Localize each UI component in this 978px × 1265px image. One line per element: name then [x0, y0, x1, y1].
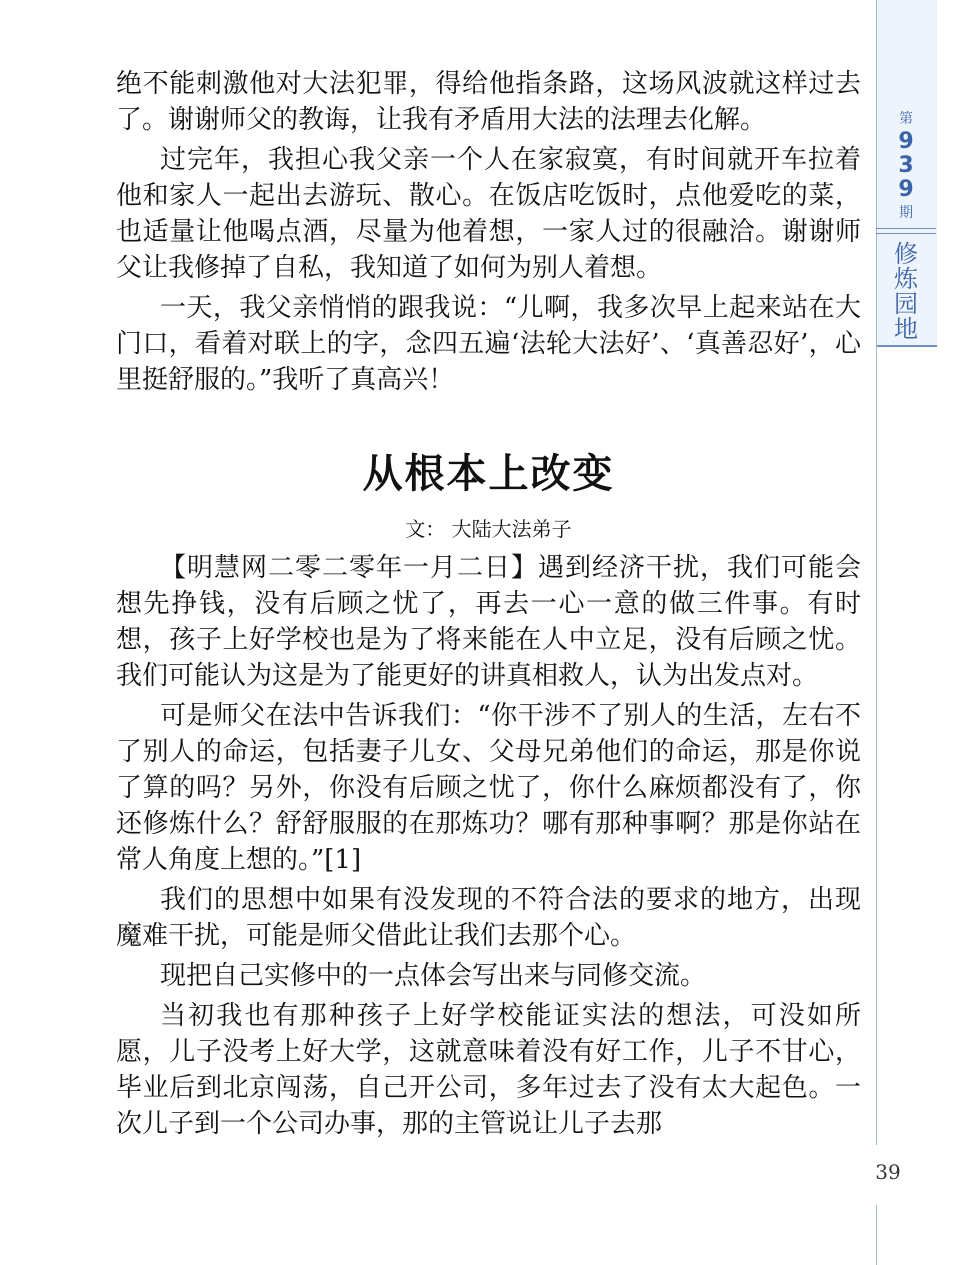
article-header [116, 446, 861, 542]
section-char: 地 [894, 315, 918, 343]
paragraph: 【明慧网二零二零年一月二日】遇到经济干扰，我们可能会想先挣钱，没有后顾之忧了，再去一心一意的做三件事。有时想，孩子上好学校也是为了将来能在人中立足，没有后顾之忧。我们可能认为这是为了能更好的讲真相救人，认为出发点对。 [116, 553, 861, 691]
paragraph: 我们的思想中如果有没发现的不符合法的要求的地方，出现魔难干扰，可能是师父借此让我们去那个心。 [116, 885, 861, 951]
issue-digit: 3 [898, 153, 914, 178]
section-char: 园 [894, 290, 918, 318]
side-divider [876, 228, 936, 234]
paragraph: 可是师父在法中告诉我们：“你干涉不了别人的生活，左右不了别人的命运，包括妻子儿女、父母兄弟他们的命运，那是你说了算的吗？另外，你没有后顾之忧了，你什么麻烦都没有了，你还修炼什么？舒舒服服的在那炼功？哪有那种事啊？那是你站在常人角度上想的。”[1] [116, 701, 861, 875]
issue-prefix: 第 [899, 111, 913, 127]
body-text [116, 66, 861, 1146]
section-char: 炼 [894, 265, 918, 293]
paragraph: 一天，我父亲悄悄的跟我说：“儿啊，我多次早上起来站在大门口，看着对联上的字，念四五遍‘法轮大法好’、‘真善忍好’，心里挺舒服的。”我听了真高兴！ [116, 293, 861, 395]
issue-suffix: 期 [899, 205, 913, 221]
article-title: 从根本上改变 [362, 450, 615, 497]
section-char: 修 [894, 240, 918, 268]
issue-digit: 9 [898, 129, 914, 154]
issue-digit: 9 [898, 177, 914, 202]
paragraph: 现把自己实修中的一点体会写出来与同修交流。 [160, 961, 707, 991]
paragraph: 过完年，我担心我父亲一个人在家寂寞，有时间就开车拉着他和家人一起出去游玩、散心。在饭店吃饭时，点他爱吃的菜，也适量让他喝点酒，尽量为他着想，一家人过的很融洽。谢谢师父让我修掉了自私，我知道了如何为别人着想。 [116, 145, 861, 283]
paragraph: 当初我也有那种孩子上好学校能证实法的想法，可没如所愿，儿子没考上好大学，这就意味着没有好工作，儿子不甘心，毕业后到北京闯荡，自己开公司，多年过去了没有太大起色。一次儿子到一个公司办事，那的主管说让儿子去那 [116, 1001, 861, 1139]
article-byline: 文： 大陆大法弟子 [405, 517, 572, 541]
issue-number [876, 108, 936, 224]
side-rule [876, 345, 877, 1145]
side-rule-bottom [876, 1205, 877, 1265]
paragraph: 绝不能刺激他对大法犯罪，得给他指条路，这场风波就这样过去了。谢谢师父的教诲，让我有矛盾用大法的法理去化解。 [116, 69, 861, 135]
page-number: 39 [875, 1160, 901, 1184]
section-label [876, 242, 936, 342]
